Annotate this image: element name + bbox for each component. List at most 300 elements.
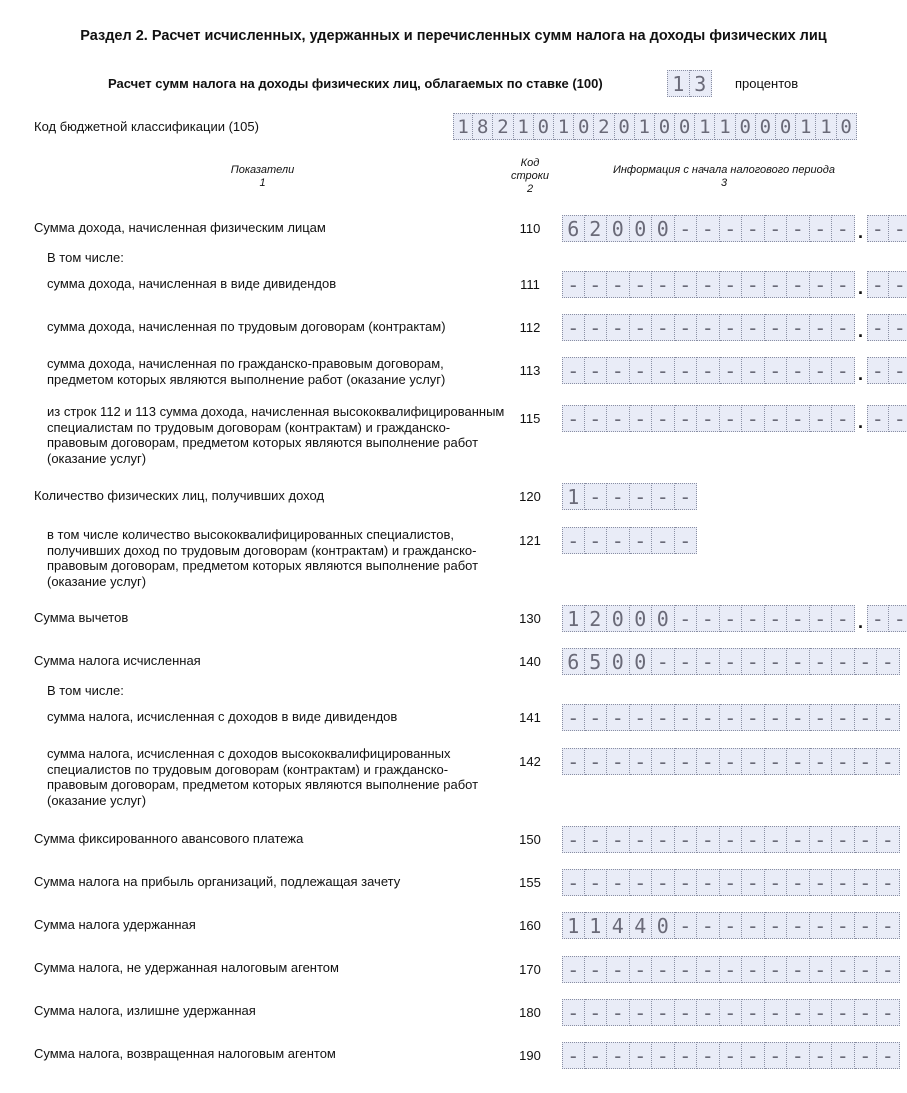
value-digit: 6 xyxy=(562,215,585,242)
column-header-code-line1: Код xyxy=(520,157,540,169)
value-digit: 0 xyxy=(652,912,675,939)
value-digit: - xyxy=(765,748,788,775)
value-digit: - xyxy=(630,956,653,983)
value-digit: - xyxy=(697,648,720,675)
decimal-separator: . xyxy=(857,364,863,384)
value-digit: - xyxy=(832,1042,855,1069)
value-digit: - xyxy=(765,826,788,853)
kbk-digit: 8 xyxy=(473,113,493,140)
value-digit: - xyxy=(652,357,675,384)
row-label: Сумма налога, возвращенная налоговым агентом xyxy=(34,1046,336,1061)
value-digit: 2 xyxy=(585,605,608,632)
value-digit: - xyxy=(652,271,675,298)
value-digit: 4 xyxy=(630,912,653,939)
row-113-value-field[interactable] xyxy=(562,357,907,384)
value-digit: - xyxy=(810,357,833,384)
value-digit: - xyxy=(810,405,833,432)
value-digit: - xyxy=(630,405,653,432)
value-digit: - xyxy=(832,999,855,1026)
row-label: в том числе количество высококвалифицированных специалистов, получивших доход по трудовым договорам (контрактам) и гражданско-правовым договорам, предметом которых являются выполнение работ (оказание услуг) xyxy=(47,527,479,589)
row-code: 160 xyxy=(519,918,541,933)
row-121-value-field[interactable] xyxy=(562,527,697,554)
value-digit: - xyxy=(607,748,630,775)
value-digit: - xyxy=(742,605,765,632)
column-header-info xyxy=(580,164,868,190)
value-digit: - xyxy=(652,648,675,675)
value-digit: - xyxy=(832,605,855,632)
row-110-value-field[interactable] xyxy=(562,215,907,242)
value-cells xyxy=(562,748,900,775)
value-digit: - xyxy=(810,912,833,939)
kopecks-digit: - xyxy=(889,357,907,384)
value-digit: 0 xyxy=(607,605,630,632)
value-digit: - xyxy=(877,956,900,983)
row-code: 155 xyxy=(519,875,541,890)
kbk-field[interactable] xyxy=(453,113,857,140)
row-code: 112 xyxy=(519,320,541,335)
column-header-info-number: 3 xyxy=(720,177,728,189)
value-digit: - xyxy=(787,648,810,675)
kbk-cells xyxy=(453,113,857,140)
kopecks-cells xyxy=(867,215,907,242)
row-label: Сумма налога удержанная xyxy=(34,917,196,932)
value-digit: - xyxy=(562,405,585,432)
value-digit: 0 xyxy=(630,215,653,242)
value-cells xyxy=(562,357,907,384)
value-digit: - xyxy=(675,748,698,775)
kbk-digit: 0 xyxy=(756,113,776,140)
value-digit: - xyxy=(630,271,653,298)
value-digit: - xyxy=(720,912,743,939)
value-digit: - xyxy=(787,869,810,896)
value-digit: - xyxy=(787,1042,810,1069)
kopecks-digit: - xyxy=(867,314,890,341)
value-digit: - xyxy=(562,826,585,853)
value-digit: 4 xyxy=(607,912,630,939)
decimal-separator: . xyxy=(857,412,863,432)
value-digit: - xyxy=(652,869,675,896)
value-cells xyxy=(562,956,900,983)
kbk-digit: 0 xyxy=(615,113,635,140)
rate-cells xyxy=(667,70,712,97)
value-cells xyxy=(562,912,900,939)
row-code: 121 xyxy=(519,533,541,548)
subtitle: Расчет сумм налога на доходы физических лиц, облагаемых по ставке (100) xyxy=(108,76,603,91)
kbk-digit: 1 xyxy=(796,113,816,140)
value-digit: - xyxy=(630,704,653,731)
value-digit: - xyxy=(832,648,855,675)
kbk-digit: 0 xyxy=(736,113,756,140)
row-label: сумма налога, исчисленная с доходов высококвалифицированных специалистов по трудовым договорам (контрактам) и гражданско-правовым договорам, предметом которых являются выполнение работ (оказание услуг) xyxy=(47,746,479,808)
value-digit: - xyxy=(675,527,698,554)
value-cells xyxy=(562,605,907,632)
value-digit: - xyxy=(877,826,900,853)
value-digit: - xyxy=(697,215,720,242)
value-digit: 0 xyxy=(652,215,675,242)
value-digit: - xyxy=(720,869,743,896)
value-digit: - xyxy=(607,1042,630,1069)
value-digit: - xyxy=(810,956,833,983)
value-digit: - xyxy=(697,357,720,384)
value-digit: - xyxy=(877,704,900,731)
row-label: Сумма вычетов xyxy=(34,610,129,625)
value-digit: 5 xyxy=(585,648,608,675)
column-header-indicators-number: 1 xyxy=(259,177,266,189)
value-digit: - xyxy=(697,271,720,298)
value-cells xyxy=(562,527,697,554)
value-digit: - xyxy=(562,314,585,341)
value-digit: - xyxy=(765,704,788,731)
value-digit: - xyxy=(742,215,765,242)
value-digit: - xyxy=(742,1042,765,1069)
kbk-digit: 1 xyxy=(816,113,836,140)
row-label: сумма дохода, начисленная по трудовым договорам (контрактам) xyxy=(47,319,446,334)
value-digit: - xyxy=(742,999,765,1026)
row-141-value-field[interactable] xyxy=(562,704,900,731)
row-190-value-field[interactable] xyxy=(562,1042,900,1069)
value-digit: - xyxy=(765,956,788,983)
value-digit: - xyxy=(742,271,765,298)
decimal-separator: . xyxy=(857,321,863,341)
row-code: 110 xyxy=(519,221,541,236)
value-digit: - xyxy=(810,314,833,341)
row-150-value-field[interactable] xyxy=(562,826,900,853)
value-digit: - xyxy=(720,314,743,341)
value-digit: - xyxy=(585,405,608,432)
value-digit: - xyxy=(765,648,788,675)
value-digit: - xyxy=(675,869,698,896)
kbk-digit: 2 xyxy=(493,113,513,140)
rate-digit: 3 xyxy=(690,70,713,97)
value-digit: - xyxy=(720,826,743,853)
value-digit: - xyxy=(585,1042,608,1069)
value-digit: - xyxy=(810,869,833,896)
value-digit: - xyxy=(585,483,608,510)
row-label: Сумма налога, излишне удержанная xyxy=(34,1003,256,1018)
row-code: 190 xyxy=(519,1048,541,1063)
value-digit: - xyxy=(607,956,630,983)
value-digit: - xyxy=(720,405,743,432)
value-digit: - xyxy=(697,314,720,341)
value-cells xyxy=(562,826,900,853)
value-digit: 0 xyxy=(652,605,675,632)
value-digit: - xyxy=(787,912,810,939)
value-digit: - xyxy=(720,956,743,983)
row-label: из строк 112 и 113 сумма дохода, начисленная высококвалифицированным специалистам по трудовым договорам (контрактам) и гражданско-правовым договорам, предметом которых являются выполнение работ (оказание услуг) xyxy=(47,404,505,466)
value-cells xyxy=(562,405,907,432)
value-digit: - xyxy=(765,405,788,432)
value-digit: - xyxy=(742,869,765,896)
row-code: 140 xyxy=(519,654,541,669)
value-digit: - xyxy=(652,483,675,510)
value-digit: - xyxy=(810,215,833,242)
value-digit: 1 xyxy=(562,605,585,632)
column-header-code xyxy=(500,157,560,196)
value-digit: - xyxy=(652,314,675,341)
value-digit: - xyxy=(585,999,608,1026)
value-digit: - xyxy=(697,605,720,632)
value-digit: - xyxy=(810,999,833,1026)
value-digit: - xyxy=(675,483,698,510)
value-digit: - xyxy=(697,912,720,939)
kbk-digit: 0 xyxy=(675,113,695,140)
value-digit: - xyxy=(832,704,855,731)
value-digit: - xyxy=(787,748,810,775)
value-digit: - xyxy=(697,956,720,983)
value-digit: - xyxy=(675,956,698,983)
value-digit: - xyxy=(877,999,900,1026)
kbk-digit: 1 xyxy=(715,113,735,140)
value-digit: - xyxy=(787,357,810,384)
value-digit: - xyxy=(562,527,585,554)
value-digit: - xyxy=(652,826,675,853)
value-cells xyxy=(562,215,907,242)
row-112-value-field[interactable] xyxy=(562,314,907,341)
value-digit: - xyxy=(585,826,608,853)
value-cells xyxy=(562,648,900,675)
value-digit: - xyxy=(652,704,675,731)
value-digit: - xyxy=(720,215,743,242)
value-digit: - xyxy=(585,704,608,731)
value-digit: - xyxy=(562,748,585,775)
value-digit: - xyxy=(630,999,653,1026)
value-digit: - xyxy=(630,314,653,341)
kopecks-digit: - xyxy=(889,405,907,432)
value-cells xyxy=(562,314,907,341)
value-digit: - xyxy=(585,748,608,775)
value-digit: - xyxy=(765,357,788,384)
value-digit: - xyxy=(720,605,743,632)
row-label: сумма дохода, начисленная по гражданско-правовым договорам, предметом которых являются выполнение работ (оказание услуг) xyxy=(47,356,446,387)
value-digit: - xyxy=(855,826,878,853)
column-header-info-title: Информация с начала налогового периода xyxy=(612,164,835,176)
value-digit: - xyxy=(652,999,675,1026)
value-digit: - xyxy=(765,605,788,632)
kopecks-digit: - xyxy=(867,357,890,384)
value-digit: - xyxy=(720,999,743,1026)
kbk-digit: 0 xyxy=(534,113,554,140)
row-140-value-field[interactable] xyxy=(562,648,900,675)
value-digit: - xyxy=(720,648,743,675)
value-digit: - xyxy=(832,869,855,896)
kopecks-digit: - xyxy=(889,215,907,242)
value-digit: - xyxy=(652,956,675,983)
value-digit: - xyxy=(607,826,630,853)
value-digit: - xyxy=(630,483,653,510)
kopecks-digit: - xyxy=(867,605,890,632)
row-170-value-field[interactable] xyxy=(562,956,900,983)
value-cells xyxy=(562,869,900,896)
value-digit: - xyxy=(720,1042,743,1069)
value-digit: - xyxy=(742,648,765,675)
row-code: 111 xyxy=(520,277,540,292)
kbk-digit: 1 xyxy=(554,113,574,140)
value-digit: - xyxy=(562,956,585,983)
value-digit: - xyxy=(585,956,608,983)
kopecks-digit: - xyxy=(867,405,890,432)
row-115-value-field[interactable] xyxy=(562,405,907,432)
value-digit: 0 xyxy=(607,215,630,242)
kopecks-digit: - xyxy=(867,215,890,242)
value-digit: - xyxy=(630,357,653,384)
value-digit: - xyxy=(652,1042,675,1069)
row-111-value-field[interactable] xyxy=(562,271,907,298)
row-160-value-field[interactable] xyxy=(562,912,900,939)
value-digit: - xyxy=(855,648,878,675)
row-label: сумма дохода, начисленная в виде дивидендов xyxy=(47,276,337,291)
kbk-digit: 1 xyxy=(514,113,534,140)
kopecks-cells xyxy=(867,357,907,384)
kopecks-digit: - xyxy=(889,314,907,341)
row-code: 150 xyxy=(519,832,541,847)
row-label: Сумма налога, не удержанная налоговым агентом xyxy=(34,960,339,975)
value-digit: - xyxy=(585,527,608,554)
row-label: В том числе: xyxy=(47,250,124,265)
value-digit: - xyxy=(697,748,720,775)
kopecks-cells xyxy=(867,314,907,341)
value-digit: - xyxy=(877,1042,900,1069)
value-digit: - xyxy=(832,215,855,242)
value-digit: - xyxy=(607,314,630,341)
value-digit: - xyxy=(562,1042,585,1069)
value-digit: - xyxy=(877,648,900,675)
value-digit: - xyxy=(630,869,653,896)
value-digit: - xyxy=(765,869,788,896)
decimal-separator: . xyxy=(857,278,863,298)
value-digit: - xyxy=(742,826,765,853)
value-digit: - xyxy=(877,912,900,939)
row-180-value-field[interactable] xyxy=(562,999,900,1026)
rate-suffix: процентов xyxy=(735,76,799,91)
row-label: Сумма фиксированного авансового платежа xyxy=(34,831,304,846)
value-digit: - xyxy=(787,271,810,298)
value-digit: - xyxy=(810,704,833,731)
kopecks-cells xyxy=(867,271,907,298)
value-digit: - xyxy=(787,314,810,341)
value-digit: - xyxy=(585,314,608,341)
value-cells xyxy=(562,999,900,1026)
value-digit: - xyxy=(787,605,810,632)
value-digit: - xyxy=(697,826,720,853)
kbk-digit: 1 xyxy=(695,113,715,140)
value-digit: - xyxy=(855,704,878,731)
rate-digit: 1 xyxy=(667,70,690,97)
value-digit: - xyxy=(765,314,788,341)
kbk-digit: 1 xyxy=(453,113,473,140)
value-cells xyxy=(562,1042,900,1069)
row-code: 120 xyxy=(519,489,541,504)
value-digit: - xyxy=(675,912,698,939)
row-130-value-field[interactable] xyxy=(562,605,907,632)
kbk-digit: 2 xyxy=(594,113,614,140)
value-digit: - xyxy=(855,1042,878,1069)
value-digit: - xyxy=(832,826,855,853)
row-code: 141 xyxy=(519,710,541,725)
value-digit: - xyxy=(675,1042,698,1069)
value-digit: - xyxy=(675,704,698,731)
value-digit: - xyxy=(832,748,855,775)
value-digit: - xyxy=(607,405,630,432)
value-cells xyxy=(562,271,907,298)
value-digit: - xyxy=(742,314,765,341)
value-digit: - xyxy=(742,956,765,983)
value-digit: 0 xyxy=(630,648,653,675)
value-digit: - xyxy=(675,405,698,432)
value-digit: - xyxy=(787,215,810,242)
value-digit: - xyxy=(855,912,878,939)
value-digit: 1 xyxy=(562,912,585,939)
value-digit: 1 xyxy=(585,912,608,939)
value-digit: - xyxy=(675,605,698,632)
value-digit: - xyxy=(607,483,630,510)
value-digit: - xyxy=(675,215,698,242)
value-digit: - xyxy=(562,869,585,896)
value-digit: - xyxy=(652,748,675,775)
value-digit: - xyxy=(607,357,630,384)
value-digit: - xyxy=(675,648,698,675)
value-digit: - xyxy=(652,405,675,432)
value-digit: - xyxy=(720,748,743,775)
row-155-value-field[interactable] xyxy=(562,869,900,896)
value-digit: - xyxy=(765,271,788,298)
value-digit: - xyxy=(585,271,608,298)
row-142-value-field[interactable] xyxy=(562,748,900,775)
kbk-digit: 0 xyxy=(574,113,594,140)
row-code: 115 xyxy=(519,411,541,426)
value-digit: - xyxy=(877,748,900,775)
kbk-digit: 1 xyxy=(635,113,655,140)
value-digit: - xyxy=(855,869,878,896)
rate-field[interactable] xyxy=(667,70,712,97)
row-code: 142 xyxy=(519,754,541,769)
value-digit: 2 xyxy=(585,215,608,242)
value-digit: - xyxy=(787,405,810,432)
value-digit: - xyxy=(832,405,855,432)
value-digit: - xyxy=(562,999,585,1026)
section-title: Раздел 2. Расчет исчисленных, удержанных и перечисленных сумм налога на доходы физических лиц xyxy=(80,28,827,44)
value-digit: - xyxy=(765,1042,788,1069)
value-digit: - xyxy=(720,271,743,298)
value-digit: - xyxy=(855,748,878,775)
value-digit: - xyxy=(877,869,900,896)
row-code: 180 xyxy=(519,1005,541,1020)
value-digit: - xyxy=(742,704,765,731)
row-code: 170 xyxy=(519,962,541,977)
value-digit: - xyxy=(742,357,765,384)
row-label: В том числе: xyxy=(47,683,124,698)
value-digit: - xyxy=(742,748,765,775)
value-digit: - xyxy=(810,748,833,775)
value-digit: - xyxy=(562,271,585,298)
value-digit: - xyxy=(832,956,855,983)
value-digit: - xyxy=(607,271,630,298)
value-digit: - xyxy=(675,271,698,298)
value-digit: - xyxy=(787,826,810,853)
value-digit: - xyxy=(607,527,630,554)
value-digit: - xyxy=(675,826,698,853)
row-120-value-field[interactable] xyxy=(562,483,697,510)
value-digit: - xyxy=(832,271,855,298)
value-digit: - xyxy=(742,912,765,939)
value-digit: - xyxy=(787,999,810,1026)
row-label: сумма налога, исчисленная с доходов в виде дивидендов xyxy=(47,709,398,724)
value-digit: - xyxy=(832,357,855,384)
value-digit: - xyxy=(810,1042,833,1069)
value-digit: - xyxy=(742,405,765,432)
value-digit: - xyxy=(810,826,833,853)
row-code: 113 xyxy=(519,363,541,378)
value-digit: - xyxy=(855,956,878,983)
